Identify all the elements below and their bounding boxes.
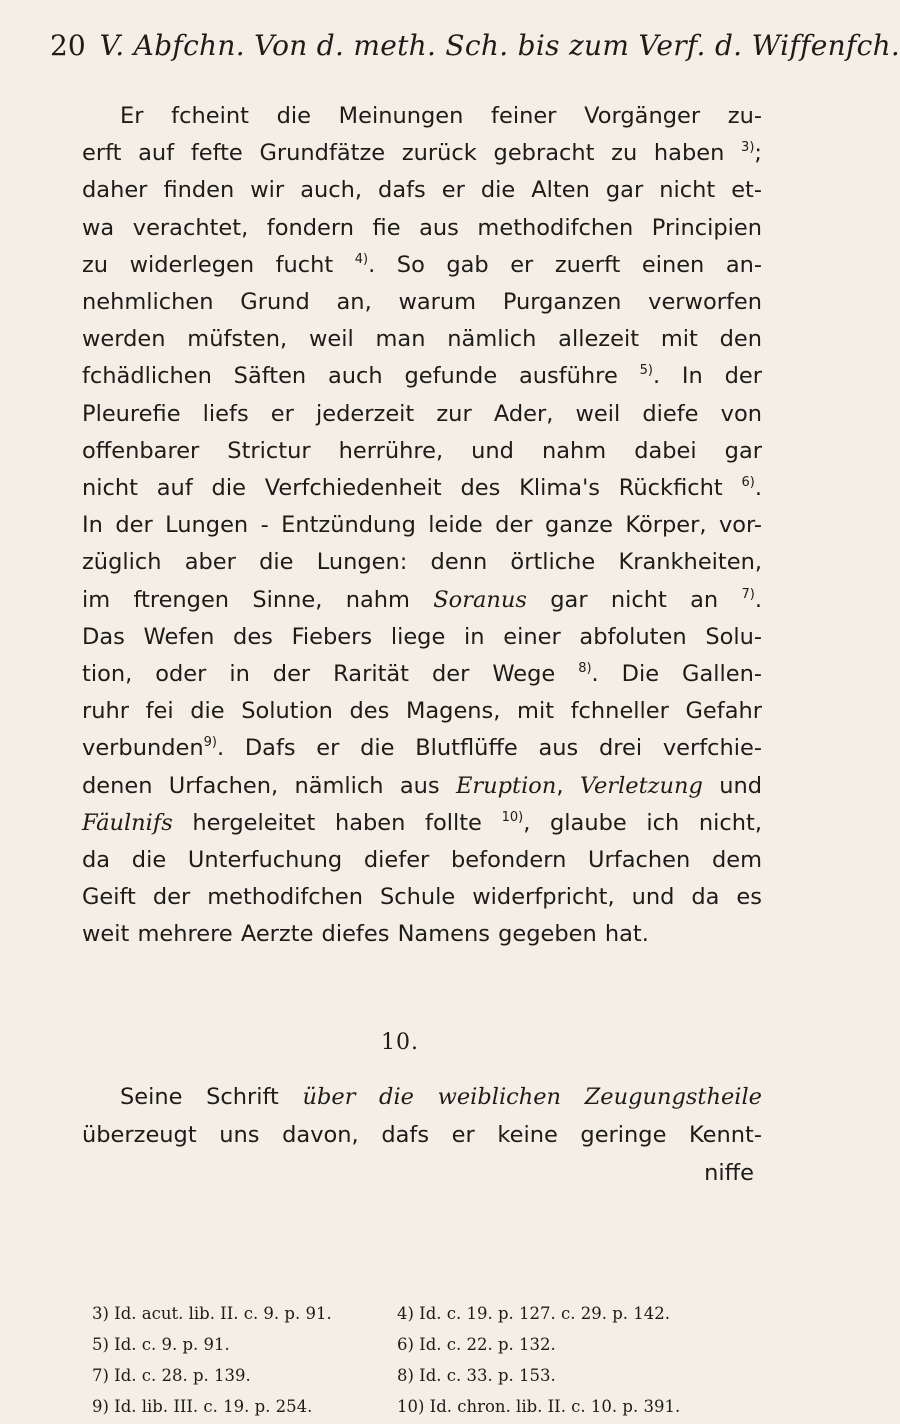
footnote: 8) Id. c. 33. p. 153.: [397, 1366, 556, 1385]
text-line: erft auf fefte Grundfätze zurück gebracht zu haben $^{3)}$;: [82, 140, 762, 167]
footnote: 4) Id. c. 19. p. 127. c. 29. p. 142.: [397, 1304, 671, 1323]
note-mark: 7): [741, 586, 755, 602]
footnote-row: [92, 1298, 772, 1329]
note-mark: 9): [203, 735, 217, 751]
text-line: nehmlichen Grund an, warum Purganzen verworfen: [82, 289, 762, 316]
text-line: daher finden wir auch, dafs er die Alten gar nicht et-: [82, 177, 762, 204]
note-mark: 10): [501, 809, 524, 825]
section-number: 10.: [381, 1030, 419, 1055]
text-line: tion, oder in der Rarität der Wege $^{8)}$. Die Gallen-: [82, 661, 762, 688]
main-text: [82, 98, 762, 954]
footnote-row: [92, 1360, 772, 1391]
text-line: überzeugt uns davon, dafs er keine geringe Kennt-: [82, 1122, 762, 1148]
footnote: 7) Id. c. 28. p. 139.: [92, 1366, 251, 1385]
footnote: 9) Id. lib. III. c. 19. p. 254.: [92, 1397, 313, 1416]
footnote: 5) Id. c. 9. p. 91.: [92, 1335, 230, 1354]
text-line: da die Unterfuchung diefer befondern Urfachen dem: [82, 847, 762, 874]
text-line: Fäulnifs hergeleitet haben follte $^{10)}$, glaube ich nicht,: [82, 809, 763, 836]
text-line: fchädlichen Säften auch gefunde ausführe $^{5)}$. In der: [82, 363, 762, 390]
note-mark: 5): [639, 363, 653, 379]
section-text: [82, 1078, 762, 1192]
note-mark: 3): [741, 140, 755, 156]
text-line: verbunden$^{9)}$. Dafs er die Blutflüffe aus drei verfchie-: [82, 735, 762, 762]
name-soranus: Soranus: [433, 586, 527, 613]
text-line: Seine Schrift über die weiblichen Zeugungstheile: [120, 1084, 762, 1110]
work-title: über die weiblichen Zeugungstheile: [302, 1084, 762, 1110]
footnote-row: [92, 1391, 772, 1422]
note-mark: 8): [578, 661, 592, 677]
text-line: Er fcheint die Meinungen feiner Vorgänger zu-: [120, 103, 762, 129]
text-line: In der Lungen - Entzündung leide der ganze Körper, vor-: [82, 512, 762, 539]
text-line: zu widerlegen fucht $^{4)}$. So gab er zuerft einen an-: [82, 251, 762, 278]
text-line: ruhr fei die Solution des Magens, mit fchneller Gefahr: [82, 698, 762, 725]
running-title: V. Abfchn. Von d. meth. Sch. bis zum Verf. d. Wiffenfch.: [99, 29, 900, 62]
footnote: 3) Id. acut. lib. II. c. 9. p. 91.: [92, 1304, 332, 1323]
text-line: wa verachtet, fondern fie aus methodifchen Principien: [82, 214, 762, 241]
text-line: denen Urfachen, nämlich aus Eruption, Verletzung und: [82, 772, 762, 799]
footnote: 10) Id. chron. lib. II. c. 10. p. 391.: [397, 1397, 681, 1416]
text-line: Geift der methodifchen Schule widerfpricht, und da es: [82, 884, 762, 911]
text-line: im ftrengen Sinne, nahm Soranus gar nicht an $^{7)}$.: [82, 586, 763, 613]
running-header: [50, 26, 900, 66]
note-mark: 6): [741, 475, 755, 491]
text-line: züglich aber die Lungen: denn örtliche Krankheiten,: [82, 549, 762, 576]
text-line: werden müfsten, weil man nämlich allezeit mit den: [82, 326, 762, 353]
text-line: weit mehrere Aerzte diefes Namens gegeben hat.: [82, 921, 649, 948]
footnotes: [92, 1298, 772, 1422]
text-line: offenbarer Strictur herrühre, und nahm dabei gar: [82, 437, 762, 464]
text-line: nicht auf die Verfchiedenheit des Klima's Rückficht $^{6)}$.: [82, 475, 763, 502]
footnote-row: [92, 1329, 772, 1360]
text-line: Das Wefen des Fiebers liege in einer abfoluten Solu-: [82, 623, 762, 650]
text-line: Pleurefie liefs er jederzeit zur Ader, weil diefe von: [82, 400, 762, 427]
note-mark: 4): [354, 251, 369, 267]
page-number: 20: [50, 29, 86, 62]
footnote: 6) Id. c. 22. p. 132.: [397, 1335, 556, 1354]
catchword: niffe: [704, 1160, 754, 1186]
